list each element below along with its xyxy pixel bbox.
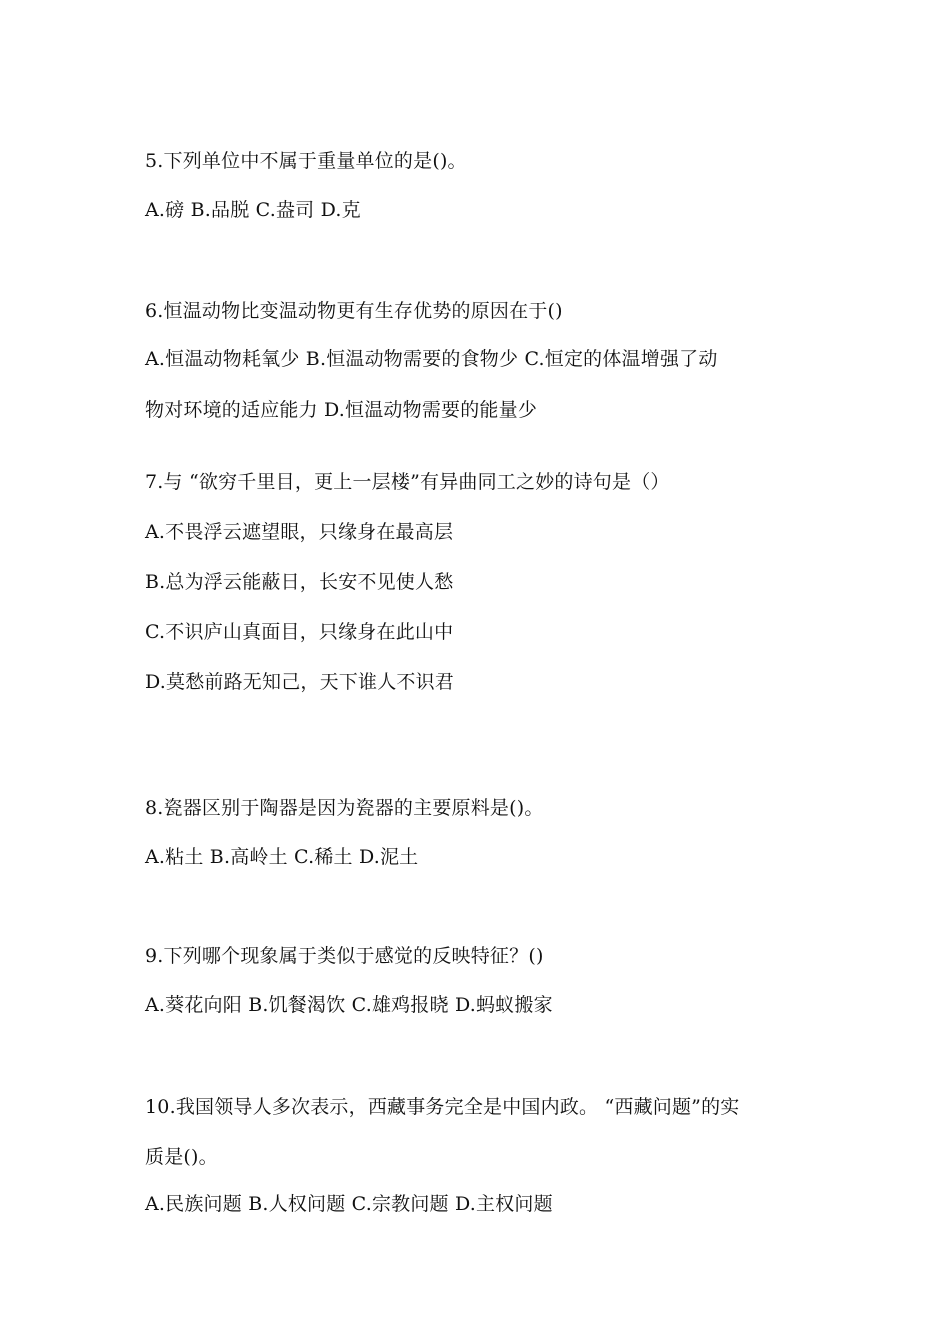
question-7-option-c: C.不识庐山真面目，只缘身在此山中 bbox=[145, 621, 454, 643]
question-10-options: A.民族问题 B.人权问题 C.宗教问题 D.主权问题 bbox=[145, 1193, 553, 1215]
question-7-option-b: B.总为浮云能蔽日，长安不见使人愁 bbox=[145, 571, 454, 593]
question-7-stem: 7.与 “欲穷千里目，更上一层楼”有异曲同工之妙的诗句是（） bbox=[145, 471, 670, 493]
question-8-stem: 8.瓷器区别于陶器是因为瓷器的主要原料是()。 bbox=[145, 797, 544, 819]
question-6-options-line-2: 物对环境的适应能力 D.恒温动物需要的能量少 bbox=[145, 399, 538, 421]
question-6-stem: 6.恒温动物比变温动物更有生存优势的原因在于() bbox=[145, 300, 563, 322]
question-8-options: A.粘土 B.高岭土 C.稀土 D.泥土 bbox=[145, 846, 419, 868]
question-7-option-d: D.莫愁前路无知己，天下谁人不识君 bbox=[145, 671, 454, 693]
question-9-options: A.葵花向阳 B.饥餐渴饮 C.雄鸡报晓 D.蚂蚁搬家 bbox=[145, 994, 553, 1016]
question-10-stem-line-1: 10.我国领导人多次表示，西藏事务完全是中国内政。 “西藏问题”的实 bbox=[145, 1096, 740, 1118]
question-5-options: A.磅 B.品脱 C.盎司 D.克 bbox=[145, 199, 361, 221]
question-9-stem: 9.下列哪个现象属于类似于感觉的反映特征？() bbox=[145, 945, 544, 967]
question-10-stem-line-2: 质是()。 bbox=[145, 1146, 218, 1168]
question-7-option-a: A.不畏浮云遮望眼，只缘身在最高层 bbox=[145, 521, 454, 543]
question-5-stem: 5.下列单位中不属于重量单位的是()。 bbox=[145, 150, 467, 172]
question-6-options-line-1: A.恒温动物耗氧少 B.恒温动物需要的食物少 C.恒定的体温增强了动 bbox=[145, 348, 718, 370]
